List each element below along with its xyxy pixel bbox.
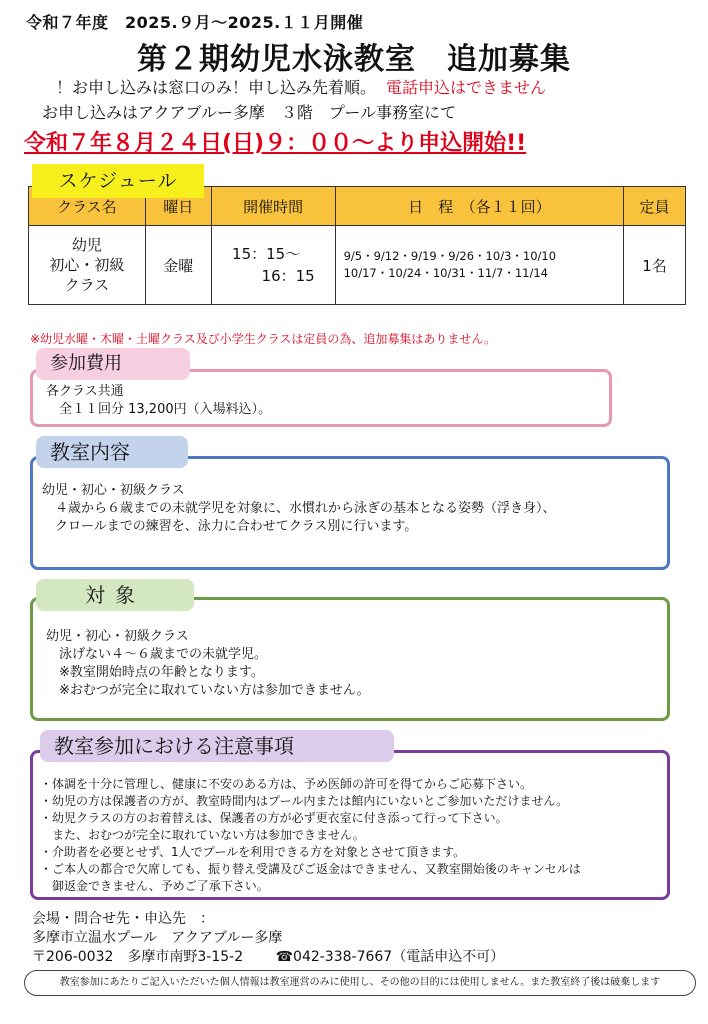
fee-line: 各クラス共通: [46, 384, 124, 399]
privacy-notice: 教室参加にあたりご記入いただいた個人情報は教室運営のみに使用し、その他の目的には使用しません。また教室終了後は破棄します: [24, 970, 696, 996]
venue-phone: ☎042-338-7667（電話申込不可）: [275, 949, 505, 965]
header-capacity: 定員: [624, 187, 686, 226]
note-line: ・介助者を必要とせず、1人でプールを利用できる方を対象とさせて頂きます。: [40, 845, 466, 859]
time-start: 15：15～: [232, 245, 301, 263]
target-text: [46, 628, 370, 700]
notes-text: [40, 776, 581, 895]
fee-text: [46, 383, 271, 419]
application-location: お申し込みはアクアブルー多摩 ３階 プール事務室にて: [42, 103, 457, 122]
target-line: ※教室開始時点の年齢となります。: [46, 665, 264, 680]
header-class: クラス名: [29, 187, 146, 226]
dates-line: 9/5・9/12・9/19・9/26・10/3・10/10: [343, 249, 557, 263]
class-line: 幼児: [71, 236, 102, 254]
target-label: 対象: [36, 579, 194, 611]
venue-info: [32, 910, 504, 967]
content-text: [42, 482, 556, 536]
note-line: ・幼児の方は保護者の方が、教室時間内はプール内または館内にいないとご参加いただけません。: [40, 794, 569, 808]
table-row: [29, 226, 686, 305]
venue-heading: 会場・問合せ先・申込先 ：: [32, 911, 214, 927]
fee-line: 全１１回分 13,200円（入場料込）。: [46, 402, 272, 417]
cell-class: [29, 226, 146, 305]
time-end: 16：15: [261, 267, 315, 285]
note-line: また、おむつが完全に取れていない方は参加できません。: [40, 828, 365, 842]
class-line: クラス: [64, 276, 110, 294]
target-line: 泳げない４～６歳までの未就学児。: [46, 647, 268, 662]
cell-time: [211, 226, 335, 305]
venue-name: 多摩市立温水プール アクアブルー多摩: [32, 930, 283, 946]
note-line: ・体調を十分に管理し、健康に不安のある方は、予め医師の許可を得てからご応募下さい。: [40, 777, 533, 791]
cell-dates: [335, 226, 623, 305]
page-title: 第２期幼児水泳教室 追加募集: [137, 42, 571, 77]
header-day: 曜日: [145, 187, 211, 226]
venue-contact: [32, 948, 504, 967]
header-time: 開催時間: [211, 187, 335, 226]
notes-label: 教室参加における注意事項: [40, 730, 394, 762]
target-line: ※おむつが完全に取れていない方は参加できません。: [46, 683, 370, 698]
note-line: 御返金できません、予めご了承下さい。: [40, 879, 269, 893]
application-start-date: 令和７年８月２４日(日)９：００～より申込開始!!: [24, 131, 527, 156]
season-heading: 令和７年度 2025.９月～2025.１１月開催: [26, 13, 364, 32]
schedule-label: スケジュール: [32, 164, 204, 198]
caution-note: ※幼児水曜・木曜・土曜クラス及び小学生クラスは定員の為、追加募集はありません。: [30, 332, 497, 346]
dates-line: 10/17・10/24・10/31・11/7・11/14: [343, 266, 548, 280]
content-label: 教室内容: [36, 436, 188, 468]
notice-text: ！お申し込みは窓口のみ！申し込み先着順。: [56, 78, 377, 97]
target-line: 幼児・初心・初級クラス: [46, 629, 189, 644]
application-notice: [56, 75, 546, 98]
class-line: 初心・初級: [49, 256, 125, 274]
cell-day: 金曜: [145, 226, 211, 305]
content-line: 幼児・初心・初級クラス: [42, 483, 185, 498]
schedule-table: [28, 186, 686, 305]
cell-capacity: 1名: [624, 226, 686, 305]
venue-address: 〒206-0032 多摩市南野3-15-2: [32, 949, 244, 965]
content-line: ４歳から６歳までの未就学児を対象に、水慣れから泳ぎの基本となる姿勢（浮き身）、: [42, 501, 556, 516]
fee-label: 参加費用: [36, 348, 190, 380]
no-phone-notice: 電話申込はできません: [386, 78, 547, 97]
note-line: ・幼児クラスの方のお着替えは、保護者の方が必ず更衣室に付き添って行って下さい。: [40, 811, 508, 825]
content-line: クロールまでの練習を、泳力に合わせてクラス別に行います。: [42, 519, 418, 534]
header-dates: 日 程 （各１１回）: [335, 187, 623, 226]
note-line: ・ご本人の都合で欠席しても、振り替え受講及びご返金はできません、又教室開始後のキャンセルは: [40, 862, 581, 876]
